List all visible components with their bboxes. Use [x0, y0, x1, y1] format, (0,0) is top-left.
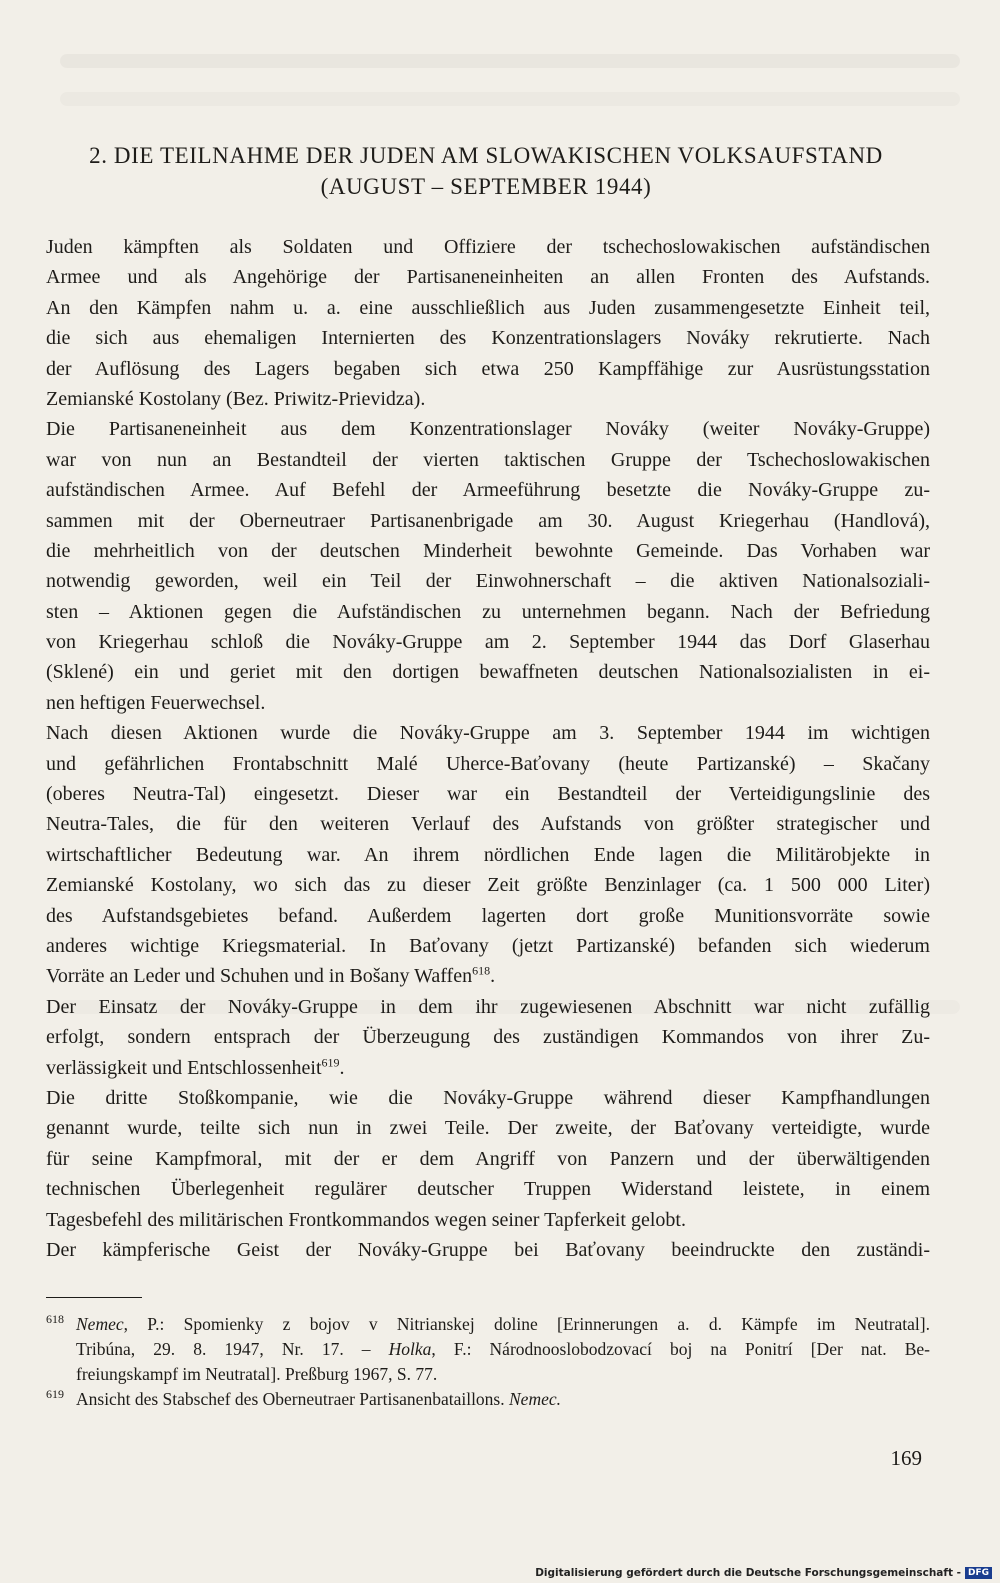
text-line: nen heftigen Feuerwechsel. — [46, 691, 266, 714]
text-line: von Kriegerhau schloß die Nováky-Gruppe am 2. September 1944 das Dorf Glaserhau — [46, 631, 930, 654]
text-line: Nach diesen Aktionen wurde die Nováky-Gruppe am 3. September 1944 im wichtigen — [46, 722, 930, 745]
bleed-through — [60, 54, 960, 68]
text-line: (oberes Neutra-Tal) eingesetzt. Dieser war ein Bestandteil der Verteidigungslinie des — [46, 783, 930, 806]
footnote-ref-619[interactable]: 619 — [321, 1054, 340, 1069]
text-line: der Auflösung des Lagers begaben sich etwa 250 Kampffähige zur Ausrüstungsstation — [46, 357, 930, 380]
text-line — [46, 1053, 930, 1083]
text-line: An den Kämpfen nahm u. a. eine ausschließlich aus Juden zusammengesetzte Einheit teil, — [46, 296, 930, 319]
text-line: Zemianské Kostolany (Bez. Priwitz-Prievidza). — [46, 387, 426, 410]
footnote-text: , F.: Národnooslobodzovací boj na Ponitrí [Der nat. Be- — [431, 1339, 930, 1359]
text-line: (Sklené) ein und geriet mit den dortigen bewaffneten deutschen Nationalsozialisten in ei- — [46, 661, 930, 684]
heading-line-2: (AUGUST – SEPTEMBER 1944) — [320, 174, 652, 199]
footnotes — [46, 1312, 930, 1412]
line-text: verlässigkeit und Entschlossenheit — [46, 1056, 322, 1079]
text-line: anderes wichtige Kriegsmaterial. In Baťovany (jetzt Partizanské) befanden sich wiederum — [46, 934, 930, 957]
footnote-618-line — [46, 1337, 930, 1362]
dfg-logo: DFG — [965, 1567, 992, 1579]
text-line: aufständischen Armee. Auf Befehl der Armeeführung besetzte die Nováky-Gruppe zu- — [46, 479, 930, 502]
text-line: für seine Kampfmoral, mit der er dem Angriff von Panzern und der überwältigenden — [46, 1147, 930, 1170]
credit-text: Digitalisierung gefördert durch die Deutsche Forschungsgemeinschaft - — [535, 1567, 961, 1579]
text-line: und gefährlichen Frontabschnitt Malé Uherce-Baťovany (heute Partizanské) – Skačany — [46, 752, 930, 775]
footnote-618-line: freiungskampf im Neutratal]. Preßburg 1967, S. 77. — [76, 1364, 438, 1384]
footnote-618: 618 Nemec, P.: Spomienky z bojov v Nitrianskej doline [Erinnerungen a. d. Kämpfe im Neutratal]. — [46, 1312, 930, 1334]
text-line — [46, 961, 930, 991]
text-line: genannt wurde, teilte sich nun in zwei Teile. Der zweite, der Baťovany verteidigte, wurde — [46, 1117, 930, 1140]
footnote-text: Ansicht des Stabschef des Oberneutraer Partisanenbataillons. — [76, 1389, 509, 1409]
text-line: Neutra-Tales, die für den weiteren Verlauf des Aufstands von größter strategischer und — [46, 813, 930, 836]
text-line: Der Einsatz der Nováky-Gruppe in dem ihr zugewiesenen Abschnitt war nicht zufällig — [46, 995, 930, 1018]
text-line: technischen Überlegenheit regulärer deutscher Truppen Widerstand leistete, in einem — [46, 1178, 930, 1201]
footnote-separator — [46, 1297, 142, 1298]
footnote-text: Tribúna, 29. 8. 1947, Nr. 17. – — [76, 1339, 389, 1359]
heading-line-1: 2. DIE TEILNAHME DER JUDEN AM SLOWAKISCHEN VOLKSAUFSTAND — [89, 143, 883, 168]
text-line: Zemianské Kostolany, wo sich das zu dieser Zeit größte Benzinlager (ca. 1 500 000 Liter) — [46, 874, 930, 897]
footnote-ref-618[interactable]: 618 — [472, 963, 491, 978]
line-end: . — [490, 965, 496, 988]
text-line: notwendig geworden, weil ein Teil der Einwohnerschaft – die aktiven Nationalsoziali- — [46, 570, 930, 593]
text-line: wirtschaftlicher Bedeutung war. An ihrem nördlichen Ende lagen die Militärobjekte in — [46, 843, 930, 866]
text-line: die sich aus ehemaligen Internierten des Konzentrationslagers Nováky rekrutierte. Nach — [46, 327, 930, 350]
author-name: Nemec. — [509, 1389, 561, 1409]
line-end: . — [339, 1056, 345, 1079]
text-line: sten – Aktionen gegen die Aufständischen zu unternehmen begann. Nach der Befriedung — [46, 600, 930, 623]
text-line: die mehrheitlich von der deutschen Minderheit bewohnte Gemeinde. Das Vorhaben war — [46, 539, 930, 562]
text-line: des Aufstandsgebietes befand. Außerdem lagerten dort große Munitionsvorräte sowie — [46, 904, 930, 927]
author-name: Nemec — [76, 1314, 124, 1334]
body-text — [46, 232, 930, 1265]
text-line: Tagesbefehl des militärischen Frontkommandos wegen seiner Tapferkeit gelobt. — [46, 1208, 686, 1231]
text-line: Juden kämpften als Soldaten und Offiziere der tschechoslowakischen aufständischen — [46, 236, 930, 258]
text-line: war von nun an Bestandteil der vierten taktischen Gruppe der Tschechoslowakischen — [46, 448, 930, 471]
page-number: 169 — [890, 1446, 922, 1470]
line-text: Vorräte an Leder und Schuhen und in Bošany Waffen — [46, 965, 473, 988]
footnote-text: , P.: Spomienky z bojov v Nitrianskej doline [Erinnerungen a. d. Kämpfe im Neutratal]. — [123, 1314, 930, 1334]
footnote-619: 619 Ansicht des Stabschef des Oberneutraer Partisanenbataillons. Nemec. — [46, 1387, 561, 1409]
digitization-credit — [535, 1567, 992, 1579]
author-name: Holka — [388, 1339, 432, 1359]
text-line: erfolgt, sondern entsprach der Überzeugung des zuständigen Kommandos von ihrer Zu- — [46, 1026, 930, 1049]
chapter-heading — [46, 140, 926, 202]
bleed-through — [60, 92, 960, 106]
text-line: Die dritte Stoßkompanie, wie die Nováky-Gruppe während dieser Kampfhandlungen — [46, 1086, 930, 1109]
text-line: Der kämpferische Geist der Nováky-Gruppe bei Baťovany beeindruckte den zuständi- — [46, 1238, 930, 1261]
text-line: Die Partisaneneinheit aus dem Konzentrationslager Nováky (weiter Nováky-Gruppe) — [46, 418, 930, 441]
text-line: sammen mit der Oberneutraer Partisanenbrigade am 30. August Kriegerhau (Handlová), — [46, 509, 930, 532]
text-line: Armee und als Angehörige der Partisaneneinheiten an allen Fronten des Aufstands. — [46, 266, 930, 289]
